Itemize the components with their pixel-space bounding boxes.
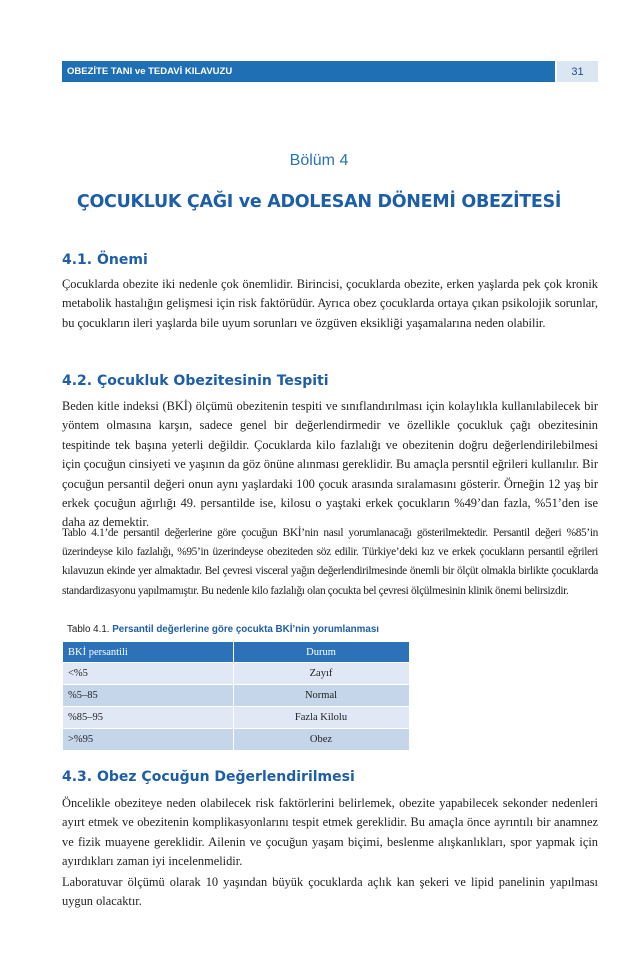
running-header xyxy=(62,61,555,82)
section-heading-importance: 4.1. Önemi xyxy=(62,252,148,268)
chapter-title: ÇOCUKLUK ÇAĞI ve ADOLESAN DÖNEMİ OBEZİTESİ xyxy=(76,192,562,212)
running-header-title: OBEZİTE TANI ve TEDAVİ KILAVUZU xyxy=(67,66,233,77)
table-cell-percentile: %85–95 xyxy=(63,707,234,729)
paragraph-detection-2: Tablo 4.1’de persantil değerlerine göre çocuğun BKİ’nin nasıl yorumlanacağı gösterilmektedir. Persantil değeri %85’in üzerindeyse kilo fazlalığı, %95’in üzerindeyse obeziteden söz edilir. Türkiye’deki kız ve erkek çocukların persantil eğrileri kılavuzun ekinde yer almaktadır. Bel çevresi visceral yağın değerlendirilmesinde önemli bir ölçüt olmakla birlikte çocuklarda standardizasyonu yapılmamıştır. Bu nedenle kilo fazlalığı olan çocukta bel çevresi ölçülmesinin klinik önemi belirsizdir. xyxy=(62,527,598,597)
table-caption-title: Persantil değerlerine göre çocukta BKİ’nin yorumlanması xyxy=(112,624,379,635)
section-heading-evaluation: 4.3. Obez Çocuğun Değerlendirilmesi xyxy=(62,769,355,785)
table-row xyxy=(63,663,410,685)
page-number: 31 xyxy=(557,61,598,82)
paragraph-evaluation-2: Laboratuvar ölçümü olarak 10 yaşından büyük çocuklarda açlık kan şekeri ve lipid panelinin yapılması uygun olacaktır. xyxy=(62,875,598,909)
table-cell-percentile: %5–85 xyxy=(63,685,234,707)
chapter-label: Bölüm 4 xyxy=(289,152,349,169)
table-cell-percentile: >%95 xyxy=(63,729,234,751)
paragraph-importance: Çocuklarda obezite iki nedenle çok önemlidir. Birincisi, çocuklarda obezite, erken yaşlarda pek çok kronik metabolik hastalığın gelişmesi için risk faktörüdür. Ayrıca obez çocuklarda ortaya çıkan psikolojik sorunlar, bu çocukların ileri yaşlarda bile uyum sorunları ve özgüven eksikliği yaşamalarına neden olabilir. xyxy=(62,277,598,330)
table-cell-status: Fazla Kilolu xyxy=(234,707,410,729)
paragraph-detection-1: Beden kitle indeksi (BKİ) ölçümü obezitenin tespiti ve sınıflandırılması için kolaylıkla kullanılabilecek bir yöntem olmasına karşın, sadece genel bir değerlendirmedir ve özellikle çocukluk çağı obezitesinin tespitinde tek başına yeterli değildir. Çocuklarda kilo fazlalığı ve obezitenin doğru değerlendirilebilmesi için çocuğun cinsiyeti ve yaşının da göz önüne alınması gereklidir. Bu amaçla persntil eğrileri kullanılır. Bir çocuğun persantil değeri onun aynı yaşlardaki 100 çocuk arasında sıralamasını gösterir. Örneğin 12 yaş bir erkek çocuğun ağırlığı 49. persantilde ise, kilosu o yaştaki erkek çocukların %49’dan fazla, %51’den ise daha az demektir. xyxy=(62,399,598,530)
table-header-row xyxy=(63,642,410,663)
table-header-status: Durum xyxy=(234,642,410,663)
table-cell-status: Zayıf xyxy=(234,663,410,685)
table-caption-prefix: Tablo 4.1. xyxy=(67,624,110,635)
bmi-percentile-table xyxy=(62,641,410,751)
table-cell-status: Obez xyxy=(234,729,410,751)
table-header-percentile: BKİ persantili xyxy=(63,642,234,663)
table-cell-status: Normal xyxy=(234,685,410,707)
table-caption xyxy=(67,624,379,635)
table-row xyxy=(63,729,410,751)
section-heading-detection: 4.2. Çocukluk Obezitesinin Tespiti xyxy=(62,373,329,389)
table-cell-percentile: <%5 xyxy=(63,663,234,685)
table-row xyxy=(63,707,410,729)
table-row xyxy=(63,685,410,707)
paragraph-evaluation-1: Öncelikle obeziteye neden olabilecek risk faktörlerini belirlemek, obezite yapabilecek sekonder nedenleri ayırt etmek ve obezitenin komplikasyonlarını tespit etmek gereklidir. Bu amaçla önce ayrıntılı bir anamnez ve fizik muayene gereklidir. Ailenin ve çocuğun yaşam biçimi, beslenme alışkanlıkları, spor yapmak için ayırdıkları zaman iyi incelenmelidir. xyxy=(62,796,598,869)
